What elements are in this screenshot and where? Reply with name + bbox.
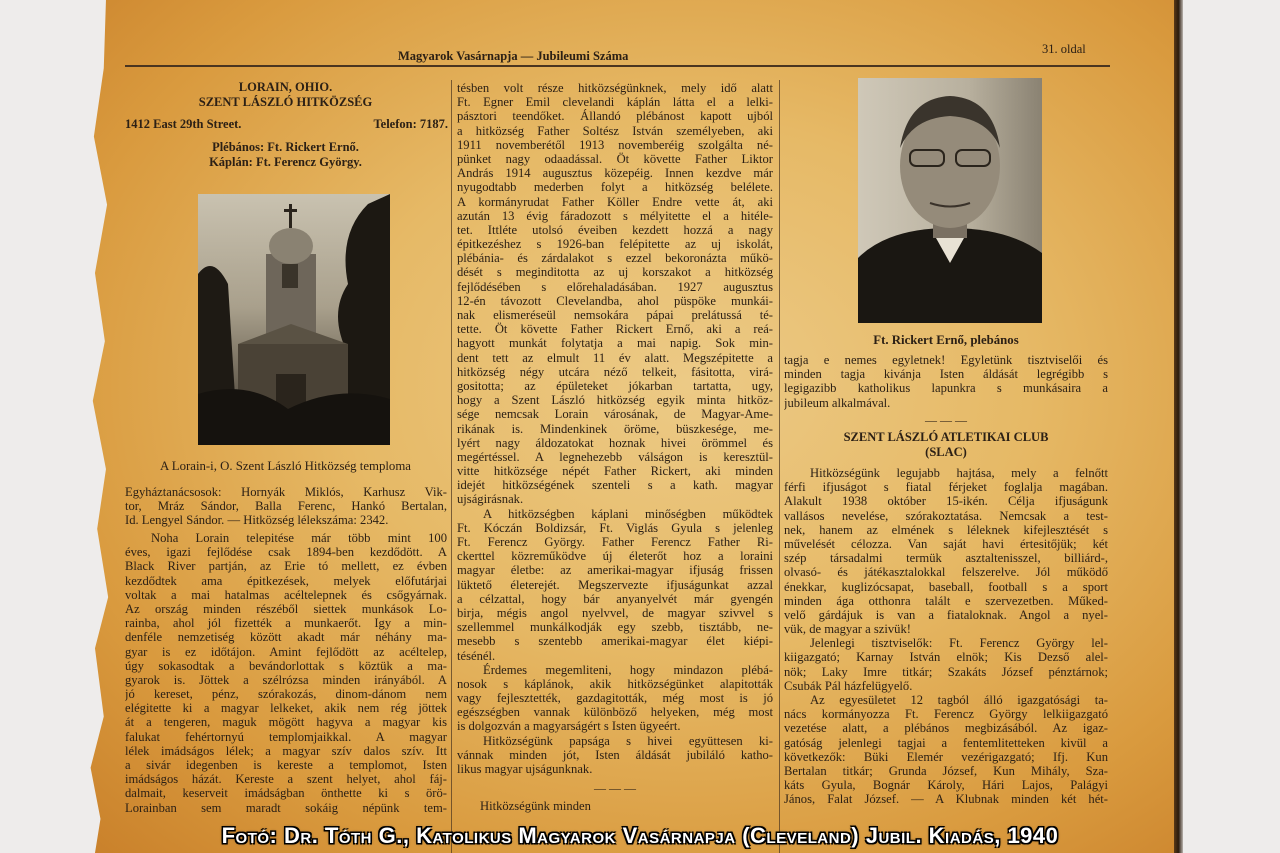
text-line: Id. Lengyel Sándor. — Hitközség lélekszáma: 2342. [125, 513, 389, 528]
text-line: a hitközség Father Soltész István személyeben, aki [457, 123, 773, 138]
text-line: egészségben vannak különböző helyeken, még most [457, 705, 773, 720]
text-line: át a tengeren, maguk mögött hagyva a magyar kis [125, 715, 447, 730]
parish-address: 1412 East 29th Street. [125, 117, 242, 131]
text-line: ujságirásnak. [457, 492, 524, 507]
text-line: Hitközségünk legujabb hajtása, mely a felnőtt [810, 466, 1108, 480]
text-line: Black River partján, az Erie tó mellett, ez évben [125, 559, 447, 574]
text-line: Az ország minden részéből siettek munkások Lo- [125, 601, 447, 616]
council-list [125, 485, 447, 528]
text-line: magyar életbe: az amerikai-magyar ifjuság frissen [457, 563, 773, 578]
club-abbreviation: (SLAC) [925, 445, 967, 459]
text-line: Hitközségünk papsága s hivei együttesen ki- [483, 733, 773, 748]
text-line: nek, hanem az elmének s léleknek kifejlesztését s [784, 522, 1108, 537]
text-line: Ft. Egner Emil clevelandi káplán látta el a lelki- [457, 95, 773, 110]
text-line: énekkar, kuglizócsapat, baseball, football s a sport [784, 579, 1108, 594]
text-line: plébánia- és zárdalakot s ezzel bekoronázta műkö- [457, 251, 773, 266]
portrait-caption: Ft. Rickert Ernő, plebános [873, 333, 1019, 347]
text-line: nök; Laky Imre titkár; Szakáts József pénztárnok; [784, 664, 1108, 679]
pastor-line: Plébános: Ft. Rickert Ernő. [212, 140, 359, 154]
text-line: Érdemes megemliteni, hogy mindazon plébá- [483, 662, 773, 677]
section-separator: — — — [594, 781, 636, 795]
text-line: megértéssel. A legnehezebb válságon is keresztül- [457, 449, 773, 464]
column-rule [779, 80, 780, 853]
text-line: 12-én távozott Clevelandba, ahol püspöke munkái- [457, 293, 773, 308]
text-line: vük, de magyar a szivük! [784, 622, 911, 637]
text-line: falukat fehértornyú templomjaikkal. A magyar [125, 729, 447, 744]
text-line: János, Falat József. — A Klubnak minden két hét- [784, 792, 1108, 807]
text-line: gatóság jelenlegi tagjai a fentemlitetteken kivül a [784, 735, 1108, 750]
text-line: lyért nagy áldozatokat hoznak hivei örömmel és [457, 435, 773, 450]
text-line: likus magyar ujságunknak. [457, 762, 593, 776]
text-line: mesebb s szentebb amerikai-magyar élet kiépi- [457, 634, 773, 649]
church-photo-caption: A Lorain-i, O. Szent László Hitközség temploma [160, 459, 411, 473]
text-line: dent tett az elmult 11 év alatt. Megszépitette a [457, 350, 773, 365]
text-line: szép társadalmi termük asztaltenisszel, billiárd-, [784, 551, 1108, 566]
text-line: velő gárdájuk is van a fiataloknak. Angol a nyel- [784, 607, 1108, 622]
text-line: pásztori teendőket. Állandó plébánost kapott ujból [457, 109, 773, 124]
text-line: gositotta; az épületeket jókarban tartatta, ugy, [457, 378, 773, 393]
text-line: tor, Mráz Sándor, Balla Ferenc, Hankó Bertalan, [125, 499, 447, 514]
text-line: Az egyesületet 12 tagból álló igazgatósági ta- [810, 693, 1108, 707]
text-line: Lorainban sem maradt sokáig népünk tem- [125, 800, 447, 815]
text-line: tagja e nemes egyletnek! Egyletünk tisztviselői és [784, 353, 1108, 367]
text-line: Hitközségünk minden [480, 799, 591, 813]
text-line: dalmait, keserveit imádságban önthette ki s örö- [125, 786, 447, 801]
text-line: sége nemcsak Lorain városának, de Magyar-Ame- [457, 407, 773, 422]
text-line: épitkezéshez s 1926-ban felépitette az uj iskolát, [457, 237, 773, 252]
text-line: azután 13 évig fáradozott s mélyitette el a hitéle- [457, 208, 773, 223]
text-line: tésben volt része hitközségünknek, mely idő alatt [457, 81, 773, 95]
text-line: lüktető életerejét. Megszervezte ifjuságunkat azzal [457, 577, 773, 592]
text-line: gyar is ez időtájon. Amint fejlődött az acéltelep, [125, 644, 447, 659]
text-line: olvasó- és játékasztalokkal felszerelve. Jól működő [784, 565, 1108, 580]
text-line: ckerttel közreműködve új életerőt hoz a loraini [457, 549, 773, 564]
text-line: pünket nagy odaadással. Öt követte Father Liktor [457, 151, 773, 166]
photo-credit-overlay: Fotó: Dr. Tóth G., Katolikus Magyarok Vasárnapja (Cleveland) Jubil. Kiadás, 1940 [221, 823, 1059, 848]
text-line: úgy sokasodtak a bevándorlottak s köztük a ma- [125, 658, 447, 673]
text-line: jó kereset, pénz, szórakozás, dinom-dánom nem [125, 687, 447, 702]
parish-phone: Telefon: 7187. [373, 117, 448, 131]
section-separator: — — — [925, 413, 967, 427]
text-line: nács kormányozza Ft. Ferencz György lelkiigazgató [784, 707, 1108, 722]
text-line: András 1914 augusztus közepéig. Innen kezdve már [457, 166, 773, 181]
text-line: idejét hitközségének szenteli s a kath. magyar [457, 478, 773, 493]
text-line: hogy a Szent László hitközség egyik minta hitköz- [457, 393, 773, 408]
text-line: Egyháztanácsosok: Hornyák Miklós, Karhusz Vik- [125, 485, 447, 499]
page-edge-shadow [1174, 0, 1183, 853]
text-line: A hitközségben káplani minőségben működtek [483, 506, 773, 521]
page-number: 31. oldal [1042, 42, 1086, 56]
text-line: a sivár idegenben is kereste a templomot, Isten [125, 758, 447, 772]
text-line: rikának is. Mindenkinek öröme, büszkesége, me- [457, 421, 773, 436]
text-line: minden ága otthonra talált e szervezetben. Műked- [784, 593, 1108, 608]
text-line: Noha Lorain telepitése már több mint 100 [151, 531, 447, 545]
text-line: kiigazgató; Karnay István elnök; Kis Dezső alel- [784, 650, 1108, 665]
text-line: férfi ifjuságot s fiatal férjeket foglalja magában. [784, 480, 1108, 495]
header-rule [125, 65, 1110, 67]
pastor-portrait-photo [858, 78, 1042, 323]
text-line: elégitette ki a magyar lelkeket, akik nem rég jöttek [125, 701, 447, 716]
text-line: imádságos házát. Kereste a szent helyet, ahol fáj- [125, 772, 447, 787]
text-line: vitte hitközsége népét Father Rickert, aki minden [457, 464, 773, 479]
text-line: művelését célozza. Van saját havi értesitőjük; két [784, 536, 1108, 551]
text-line: Ft. Ferencz György. Father Ferencz Father Ri- [457, 535, 773, 549]
club-heading: SZENT LÁSZLÓ ATLETIKAI CLUB [843, 430, 1049, 444]
text-line: vallásos nevelése, szórakoztatása. Nemcsak a test- [784, 508, 1108, 523]
text-line: Csubák Pál házfelügyelő. [784, 678, 913, 693]
text-line: vezetése alatt, a plébános megbizásából. Az igaz- [784, 721, 1108, 736]
chaplain-line: Káplán: Ft. Ferencz György. [209, 155, 362, 169]
text-line: is dolgozván a magyarságért s Isten ügyeért. [457, 719, 681, 734]
text-line: nosok s káplánok, akik hitközségünket alapitották [457, 676, 773, 691]
text-line: nak elismeréseül nemsokára pápai prelátussá té- [457, 308, 773, 322]
text-line: denféle nemzetiség között akadt már néhány ma- [125, 630, 447, 645]
parish-name-heading: SZENT LÁSZLÓ HITKÖZSÉG [198, 95, 373, 109]
parish-city-heading: LORAIN, OHIO. [238, 80, 333, 94]
text-line: A kormányrudat Father Köller Endre vette át, aki [457, 194, 773, 209]
text-line: dését s meginditotta az uj korszakot a hitközség [457, 265, 773, 280]
greeting-paragraph [784, 353, 1108, 410]
text-line: birja, mégis angol nyelvvel, de magyar szivvel s [457, 605, 773, 620]
article-column-2 [457, 81, 773, 776]
text-line: tette. Öt követte Father Rickert Ernő, aki a reá- [457, 322, 773, 337]
church-photo [198, 194, 390, 445]
text-line: szellemmel munkálkodják egy szebb, tisztább, ne- [457, 620, 773, 635]
column-rule [451, 80, 452, 853]
text-line: káts Gyula, Bognár Károly, Hári Lajos, Palágyi [784, 778, 1108, 793]
text-line: éves, igazi fejlődése csak 1894-ben kezdődött. A [125, 545, 447, 560]
text-line: jubileum alkalmával. [784, 395, 891, 410]
text-line: hitközség négy utcára néző telkeit, fásitotta, virá- [457, 364, 773, 379]
text-line: legigazibb katholikus lapunkra s munkásaira a [784, 381, 1108, 396]
article-column-1 [125, 531, 447, 815]
text-line: 1911 novemberétől 1913 novemberéig szolgálta né- [457, 137, 773, 152]
text-line: a célzattal, hogy bár anyanyelvét már gyengén [457, 591, 773, 606]
text-line: fejlődésében s előrehaladásában. 1927 augusztus [457, 279, 773, 294]
text-line: Jelenlegi tisztviselők: Ft. Ferencz György lel- [810, 636, 1108, 651]
text-line: Ft. Kóczán Boldizsár, Ft. Viglás Gyula s jelenleg [457, 520, 773, 535]
text-line: rainba, ahol jól fizették a munkaerőt. Igy a min- [125, 616, 447, 631]
text-line: következők: Büki Elemér vezérigazgató; Ifj. Kun [784, 749, 1108, 764]
text-line: hagyott munkát folytatja a mai napig. Sok min- [457, 336, 773, 351]
text-line: tet. Ittléte utolsó éveiben kezdett hozzá a nagy [457, 222, 773, 237]
text-line: nyugodtabb mederben folyt a hitközség belélete. [457, 180, 773, 195]
text-line: Alakult 1938 október 15-ikén. Célja ifjuságunk [784, 494, 1108, 509]
text-line: vánnak minden jót, Isten áldását jubiláló katho- [457, 747, 773, 762]
text-line: kezdődtek ama épitkezések, melyek előfutárjai [125, 573, 447, 588]
masthead-title: Magyarok Vasárnapja — Jubileumi Száma [398, 49, 629, 63]
text-line: vagy fejlesztették, gazdagitották, még most is jó [457, 691, 773, 706]
text-line: Bertalan titkár; Grunda József, Kun Mihály, Sza- [784, 763, 1108, 778]
text-line: lélek imádságos lélek; a magyar szív dalos szív. Itt [125, 743, 447, 758]
text-line: tésénél. [457, 648, 496, 663]
article-column-3 [784, 466, 1108, 807]
text-line: voltak a mai hatalmas acéltelepnek és csőgyárnak. [125, 587, 447, 602]
text-line: minden tagja kivánja Isten áldását legrégibb s [784, 367, 1108, 382]
text-line: gyarok is. Jöttek a szélrózsa minden irányából. A [125, 672, 447, 687]
